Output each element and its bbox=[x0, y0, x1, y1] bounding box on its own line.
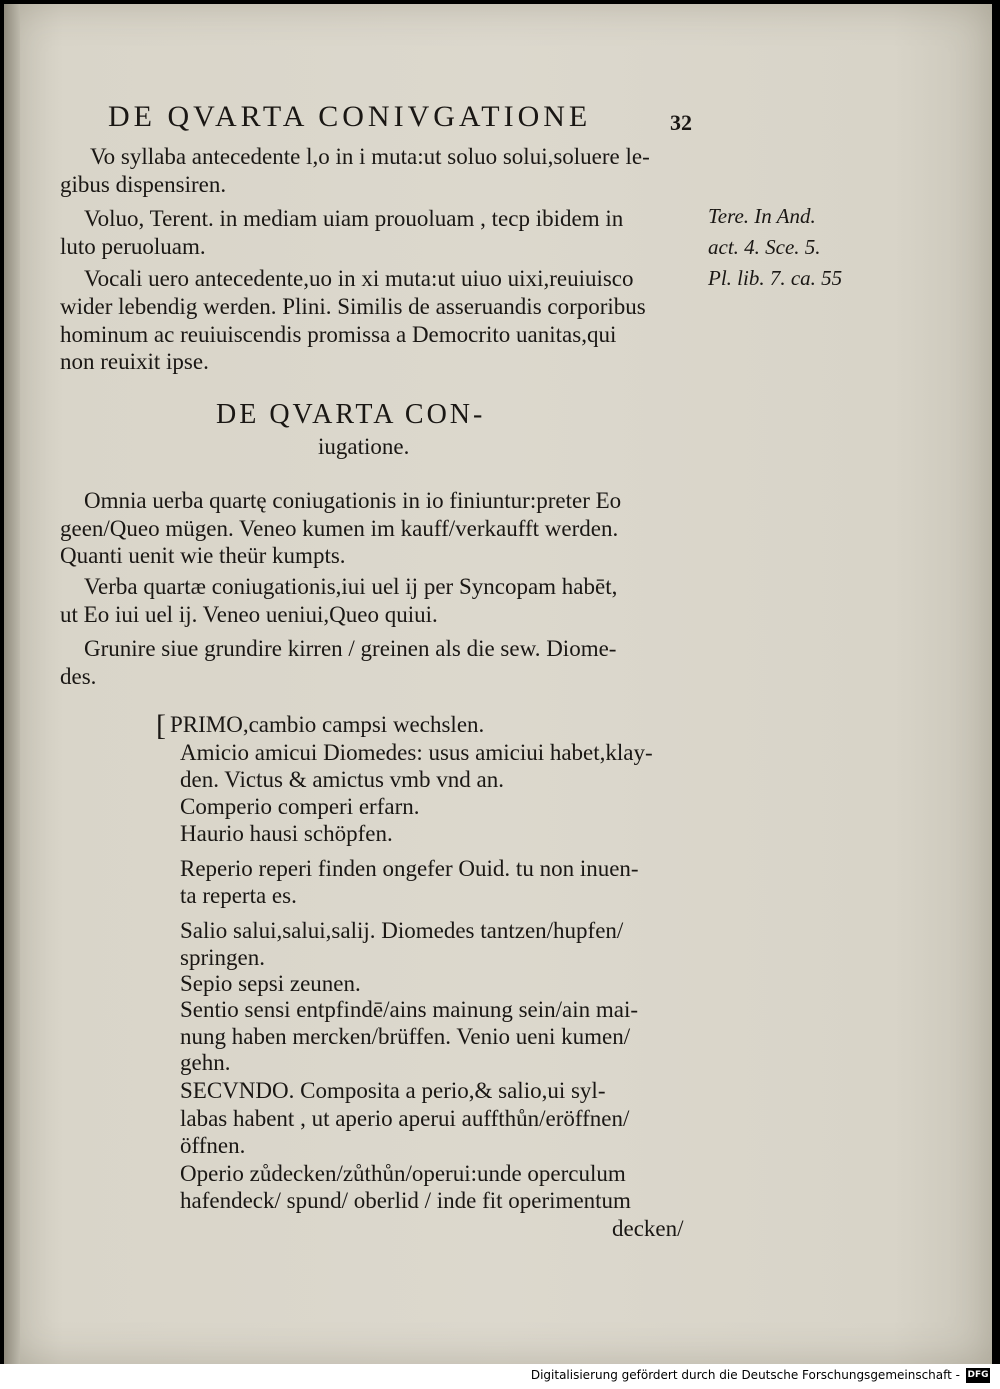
marginal-note: Tere. In And. bbox=[708, 204, 816, 228]
text-line: Quanti uenit wie theür kumpts. bbox=[60, 543, 346, 568]
text-line: ut Eo iui uel ij. Veneo ueniui,Queo quiui. bbox=[60, 602, 438, 627]
page-gutter bbox=[4, 4, 20, 1364]
text-line: Sepio sepsi zeunen. bbox=[180, 971, 361, 996]
footer-bar bbox=[0, 1364, 1000, 1389]
text-line: gibus dispensiren. bbox=[60, 172, 227, 197]
text-line: Operio zůdecken/zůthůn/operui:unde operculum bbox=[180, 1161, 626, 1186]
text-line: des. bbox=[60, 664, 97, 689]
text-line: geen/Queo mügen. Veneo kumen im kauff/verkaufft werden. bbox=[60, 516, 619, 541]
text-line: öffnen. bbox=[180, 1133, 246, 1158]
marginal-note: act. 4. Sce. 5. bbox=[708, 235, 821, 259]
text-line: Comperio comperi erfarn. bbox=[180, 794, 420, 819]
book-page bbox=[4, 4, 992, 1364]
text-line: Reperio reperi finden ongefer Ouid. tu non inuen- bbox=[180, 856, 639, 881]
text-line: nung haben mercken/brüffen. Venio ueni kumen/ bbox=[180, 1024, 631, 1049]
text-line: Salio salui,salui,salij. Diomedes tantzen/hupfen/ bbox=[180, 918, 624, 943]
brace-glyph: [ bbox=[156, 709, 166, 742]
section-title-cont: iugatione. bbox=[318, 434, 410, 459]
text-line: labas habent , ut aperio aperui auffthůn/eröffnen/ bbox=[180, 1106, 630, 1131]
text-line: gehn. bbox=[180, 1050, 231, 1075]
text-line: Grunire siue grundire kirren / greinen als die sew. Diome- bbox=[84, 636, 617, 661]
page-number: 32 bbox=[670, 110, 692, 135]
text-line: non reuixit ipse. bbox=[60, 349, 209, 374]
dfg-logo: DFG bbox=[966, 1368, 990, 1383]
text-line: Omnia uerba quartę coniugationis in io finiuntur:preter Eo bbox=[84, 488, 622, 513]
text-line: Haurio hausi schöpfen. bbox=[180, 821, 393, 846]
section-title: DE QVARTA CON- bbox=[216, 399, 486, 430]
text-line: SECVNDO. Composita a perio,& salio,ui syl- bbox=[180, 1078, 606, 1103]
funding-notice: Digitalisierung gefördert durch die Deutsche Forschungsgemeinschaft - bbox=[530, 1368, 960, 1382]
text-line: wider lebendig werden. Plini. Similis de asseruandis corporibus bbox=[60, 294, 646, 319]
text-line: hafendeck/ spund/ oberlid / inde fit operimentum bbox=[180, 1188, 631, 1213]
text-line: den. Victus & amictus vmb vnd an. bbox=[180, 767, 504, 792]
text-line: Vo syllaba antecedente l,o in i muta:ut soluo solui,soluere le- bbox=[90, 144, 650, 169]
catchword: decken/ bbox=[612, 1216, 684, 1241]
marginal-note: Pl. lib. 7. ca. 55 bbox=[708, 266, 843, 290]
text-line: Amicio amicui Diomedes: usus amiciui habet,klay- bbox=[180, 740, 653, 765]
text-line: Vocali uero antecedente,uo in xi muta:ut uiuo uixi,reuiuisco bbox=[84, 266, 634, 291]
text-line: PRIMO,cambio campsi wechslen. bbox=[170, 712, 485, 737]
text-line: springen. bbox=[180, 945, 265, 970]
text-line: ta reperta es. bbox=[180, 883, 297, 908]
text-line: Voluo, Terent. in mediam uiam prouoluam , tecp ibidem in bbox=[84, 206, 624, 231]
text-line: hominum ac reuiuiscendis promissa a Democrito uanitas,qui bbox=[60, 322, 617, 347]
running-header: DE QVARTA CONIVGATIONE bbox=[108, 100, 592, 133]
text-line: Sentio sensi entpfindē/ains mainung sein/ain mai- bbox=[180, 997, 639, 1022]
text-line: luto peruoluam. bbox=[60, 234, 206, 259]
text-line: Verba quartæ coniugationis,iui uel ij per Syncopam habēt, bbox=[84, 574, 618, 599]
